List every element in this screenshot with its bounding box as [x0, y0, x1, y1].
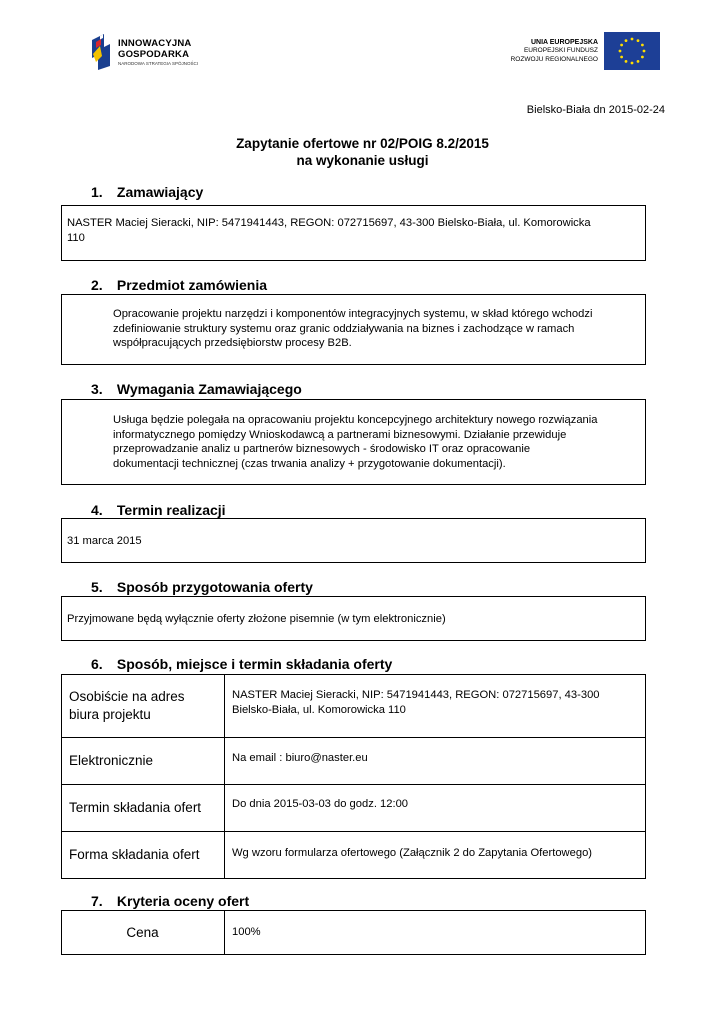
paragraph-line: 31 marca 2015 [67, 535, 142, 547]
table-value-cell [225, 911, 646, 955]
paragraph-line: współpracujących przedsiębiorstw procesy B2B. [113, 337, 352, 349]
table-value-cell [225, 832, 646, 879]
table-row [62, 785, 646, 832]
paragraph-line: zdefiniowanie struktury systemu oraz granic oddziaływania na biznes i zachodzące w ramach [113, 322, 575, 335]
section-2-box [61, 294, 646, 365]
ig-logo-line3: NARODOWA STRATEGIA SPÓJNOŚCI [118, 61, 199, 66]
section-number: 5. [91, 579, 103, 595]
table-label-cell [62, 911, 225, 955]
value-line: Na email : biuro@naster.eu [232, 752, 368, 764]
value-line: NASTER Maciej Sieracki, NIP: 5471941443, REGON: 072715697, 43-300 [232, 689, 600, 701]
table-label-cell [62, 738, 225, 785]
section-3-box [61, 399, 646, 485]
table-row [62, 738, 646, 785]
document-title: Zapytanie ofertowe nr 02/POIG 8.2/2015 [236, 136, 489, 151]
section-number: 1. [91, 184, 103, 200]
section-1-box [61, 205, 646, 261]
section-7-heading [91, 893, 249, 909]
eu-logo-text [511, 38, 598, 64]
label-line: Termin składania ofert [69, 800, 202, 815]
submission-table [61, 674, 646, 879]
document-date: Bielsko-Biała dn 2015-02-24 [526, 104, 665, 116]
paragraph-line: Przyjmowane będą wyłącznie oferty złożone pisemnie (w tym elektronicznie) [67, 613, 446, 625]
table-row [62, 675, 646, 738]
section-4-heading [91, 502, 226, 518]
section-number: 7. [91, 893, 103, 909]
section-title: Sposób przygotowania oferty [116, 579, 313, 595]
section-number: 3. [91, 381, 103, 397]
table-row [62, 832, 646, 879]
value-line: 100% [232, 926, 261, 939]
eu-logo-line3: ROZWOJU REGIONALNEGO [510, 55, 598, 63]
label-line: Forma składania ofert [69, 847, 200, 862]
section-number: 6. [91, 656, 103, 672]
table-label-cell [62, 832, 225, 879]
ig-logo-line2: GOSPODARKA [118, 49, 190, 60]
section-4-box [61, 518, 646, 563]
section-title: Sposób, miejsce i termin składania oferty [116, 656, 393, 672]
section-title: Kryteria oceny ofert [116, 893, 250, 909]
document-subtitle: na wykonanie usługi [296, 153, 429, 168]
table-label-cell [62, 785, 225, 832]
section-title: Wymagania Zamawiającego [116, 381, 302, 397]
section-title: Przedmiot zamówienia [116, 277, 268, 293]
section-3-heading [91, 381, 302, 397]
paragraph-line: informatycznego pomiędzy Wnioskodawcą a partnerami biznesowymi. Działanie przewiduje [113, 428, 567, 441]
value-line: Bielsko-Biała, ul. Komorowicka 110 [232, 703, 406, 716]
paragraph-line: Opracowanie projektu narzędzi i komponentów integracyjnych systemu, w skład którego wchodzi [113, 308, 593, 320]
paragraph-line: Usługa będzie polegała na opracowaniu projektu koncepcyjnego architektury nowego rozwiązania [113, 414, 598, 426]
criteria-table [61, 910, 646, 955]
paragraph-line: 110 [67, 231, 85, 244]
section-number: 2. [91, 277, 103, 293]
section-2-heading [91, 277, 267, 293]
table-value-cell [225, 738, 646, 785]
label-line: biura projektu [69, 707, 151, 722]
section-title: Zamawiający [116, 184, 204, 200]
label-line: Cena [126, 924, 159, 940]
ig-logo-mark-icon [90, 32, 112, 70]
paragraph-line: NASTER Maciej Sieracki, NIP: 5471941443, REGON: 072715697, 43-300 Bielsko-Biała, ul. Komorowicka [67, 217, 591, 229]
table-row [62, 911, 646, 955]
table-value-cell [225, 785, 646, 832]
label-line: Osobiście na adres [69, 689, 185, 704]
paragraph-line: dokumentacji technicznej (czas trwania analizy + przygotowanie dokumentacji). [113, 457, 506, 470]
section-number: 4. [91, 502, 103, 518]
eu-logo-line2: EUROPEJSKI FUNDUSZ [523, 47, 598, 54]
eu-logo [500, 32, 660, 70]
eu-logo-line1: UNIA EUROPEJSKA [530, 39, 598, 46]
section-5-box [61, 596, 646, 641]
eu-flag-icon [604, 32, 660, 70]
table-label-cell [62, 675, 225, 738]
section-5-heading [91, 579, 313, 595]
ig-logo-line1: INNOWACYJNA [118, 38, 192, 49]
label-line: Elektronicznie [69, 753, 154, 768]
section-1-heading [91, 184, 203, 200]
value-line: Do dnia 2015-03-03 do godz. 12:00 [232, 798, 409, 810]
paragraph-line: przeprowadzanie analiz u partnerów biznesowych - środowisko IT oraz opracowanie [113, 443, 531, 455]
section-6-heading [91, 656, 392, 672]
section-title: Termin realizacji [116, 502, 226, 518]
table-value-cell [225, 675, 646, 738]
value-line: Wg wzoru formularza ofertowego (Załącznik 2 do Zapytania Ofertowego) [232, 847, 593, 859]
innowacyjna-gospodarka-logo [90, 32, 220, 72]
